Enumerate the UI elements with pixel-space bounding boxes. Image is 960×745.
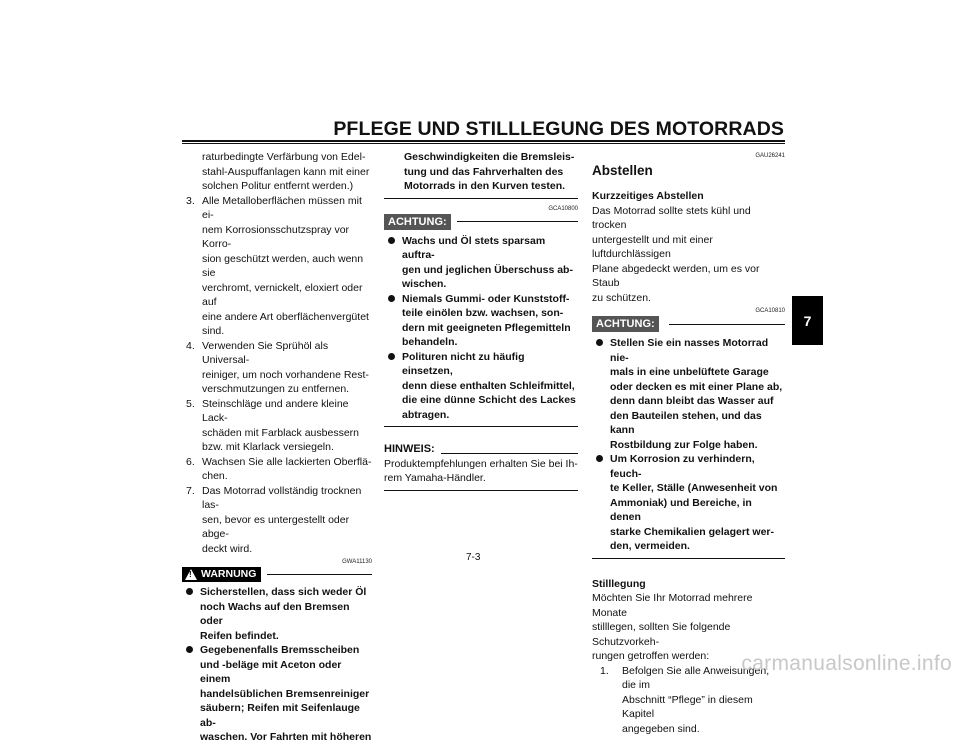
warning-bullet — [182, 643, 372, 745]
list-item — [182, 397, 372, 455]
text-line: Reifen befindet. — [200, 629, 279, 642]
warning-badge — [182, 567, 261, 582]
text-line: Sicherstellen, dass sich weder Öl — [200, 586, 367, 598]
text-line: solchen Politur entfernt werden.) — [202, 180, 354, 192]
continued-paragraph — [182, 150, 372, 194]
caution-badge: ACHTUNG: — [592, 316, 659, 332]
list-item — [182, 455, 372, 484]
bullet-icon — [596, 339, 603, 346]
header-rule — [182, 140, 785, 142]
warning-code: GWA11130 — [342, 559, 372, 565]
text-line: deckt wird. — [202, 542, 253, 555]
page-title: PFLEGE UND STILLLEGUNG DES MOTORRADS — [333, 118, 784, 140]
bullet-icon — [388, 237, 395, 244]
text-line: dern mit geeigneten Pflegemitteln — [402, 321, 571, 334]
warning-label: WARNUNG — [201, 568, 257, 580]
text-line: Abschnitt “Pflege” in diesem Kapitel — [622, 693, 753, 720]
text-line: schäden mit Farblack ausbessern — [202, 426, 359, 439]
text-line: handelsüblichen Bremsenreiniger — [200, 687, 370, 700]
subsection-title: Kurzzeitiges Abstellen — [592, 190, 704, 202]
warning-bullet — [182, 585, 372, 643]
column-3 — [592, 150, 785, 736]
text-line: Um Korrosion zu verhindern, feuch- — [610, 453, 755, 480]
text-line: reiniger, um noch vorhandene Rest- — [202, 368, 369, 381]
text-line: Verwenden Sie Sprühöl als Universal- — [202, 339, 329, 366]
note-rule — [441, 453, 578, 454]
text-line: rem Yamaha-Händler. — [384, 472, 486, 484]
text-line: denn diese enthalten Schleifmittel, — [402, 379, 575, 392]
text-line: Möchten Sie Ihr Motorrad mehrere Monate — [592, 592, 753, 619]
text-line: nem Korrosionsschutzspray vor Korro- — [202, 223, 350, 250]
text-line: Das Motorrad sollte stets kühl und trocken — [592, 204, 751, 231]
caution-rule — [669, 324, 785, 325]
warning-triangle-icon — [185, 569, 197, 580]
text-line: stahl-Auspuffanlagen kann mit einer — [202, 165, 370, 178]
watermark: carmanualsonline.info — [741, 652, 952, 675]
item-number: 7. — [186, 484, 195, 497]
text-line: verchromt, vernickelt, eloxiert oder auf — [202, 281, 363, 308]
warning-rule — [267, 574, 372, 575]
text-line: Wachsen Sie alle lackierten Oberflä- — [202, 455, 372, 468]
text-line: Motorrads in den Kurven testen. — [404, 180, 566, 192]
column-2 — [384, 150, 578, 491]
text-line: te Keller, Ställe (Anwesenheit von — [610, 482, 778, 494]
text-line: bzw. mit Klarlack versiegeln. — [202, 441, 334, 453]
caution-end-rule — [592, 558, 785, 559]
text-line: Das Motorrad vollständig trocknen las- — [202, 484, 362, 511]
item-number: 4. — [186, 339, 195, 352]
caution-bullet — [384, 234, 578, 292]
text-line: verschmutzungen zu entfernen. — [202, 383, 350, 395]
bullet-icon — [388, 295, 395, 302]
item-number: 3. — [186, 194, 195, 207]
text-line: und -beläge mit Aceton oder einem — [200, 658, 342, 685]
text-line: stilllegen, sollten Sie folgende Schutzvorkeh- — [592, 621, 731, 648]
item-number: 1. — [600, 664, 609, 677]
text-line: Gegebenenfalls Bremsscheiben — [200, 644, 360, 656]
chapter-tab: 7 — [792, 296, 823, 345]
text-line: sion geschützt werden, auch wenn sie — [202, 252, 364, 279]
text-line: waschen. Vor Fahrten mit höheren — [200, 731, 372, 743]
text-line: eine andere Art oberflächenvergütet — [202, 310, 369, 323]
bullet-icon — [388, 353, 395, 360]
column-1 — [182, 150, 372, 745]
caution-bullet — [592, 452, 785, 554]
text-line: oder decken es mit einer Plane ab, — [610, 380, 783, 393]
text-line: mals in eine unbelüftete Garage — [610, 366, 769, 378]
caution-badge: ACHTUNG: — [384, 214, 451, 230]
text-line: Rostbildung zur Folge haben. — [610, 438, 758, 451]
text-line: Ammoniak) und Bereiche, in denen — [610, 496, 752, 523]
text-line: raturbedingte Verfärbung von Edel- — [202, 151, 366, 163]
subsection-title: Stilllegung — [592, 577, 646, 590]
exclamation-mark: ! — [189, 570, 192, 579]
bullet-icon — [186, 588, 193, 595]
short-term-paragraph — [592, 204, 785, 306]
caution-code: GCA10810 — [755, 308, 785, 314]
text-line: Stellen Sie ein nasses Motorrad nie- — [610, 337, 769, 364]
section-code: GAU26241 — [755, 153, 785, 159]
text-line: Befolgen Sie alle Anweisungen, die im — [622, 664, 770, 691]
text-line: den Bauteilen stehen, und das kann — [610, 409, 762, 436]
warning-header — [182, 567, 372, 582]
text-line: noch Wachs auf den Bremsen oder — [200, 600, 350, 627]
text-line: tung und das Fahrverhalten des — [404, 165, 564, 178]
text-line: starke Chemikalien gelagert wer- — [610, 525, 774, 538]
text-line: Geschwindigkeiten die Bremsleis- — [404, 151, 575, 163]
list-item — [182, 194, 372, 339]
note-end-rule — [384, 490, 578, 491]
text-line: zu schützen. — [592, 291, 651, 304]
caution-code: GCA10800 — [548, 205, 578, 212]
caution-header — [384, 214, 578, 230]
text-line: denn dann bleibt das Wasser auf — [610, 395, 774, 407]
text-line: Plane abgedeckt werden, um es vor Staub — [592, 262, 760, 289]
item-number: 6. — [186, 455, 195, 468]
note-label: HINWEIS: — [384, 443, 435, 455]
text-line: gen und jeglichen Überschuss ab- — [402, 263, 573, 276]
note-header — [384, 442, 578, 457]
continued-warning — [384, 150, 578, 194]
text-line: Niemals Gummi- oder Kunststoff- — [402, 292, 570, 305]
item-number: 5. — [186, 397, 195, 410]
text-line: säubern; Reifen mit Seifenlauge ab- — [200, 702, 360, 729]
section-title: Abstellen — [592, 163, 653, 178]
list-item — [182, 484, 372, 557]
bullet-icon — [596, 455, 603, 462]
text-line: die eine dünne Schicht des Lackes — [402, 394, 576, 406]
caution-header — [592, 316, 785, 332]
text-line: behandeln. — [402, 336, 458, 348]
caution-rule — [457, 221, 578, 222]
text-line: Steinschläge und andere kleine Lack- — [202, 397, 349, 424]
text-line: angegeben sind. — [622, 722, 700, 735]
text-line: wischen. — [402, 278, 447, 290]
text-line: rungen getroffen werden: — [592, 650, 710, 662]
text-line: sind. — [202, 325, 225, 337]
note-text — [384, 457, 578, 486]
bullet-icon — [186, 646, 193, 653]
text-line: den, vermeiden. — [610, 540, 690, 552]
caution-bullet — [592, 336, 785, 452]
text-line: sen, bevor es untergestellt oder abge- — [202, 513, 350, 540]
text-line: untergestellt und mit einer luftdurchlässigen — [592, 233, 713, 260]
page-number: 7-3 — [466, 552, 481, 563]
text-line: Alle Metalloberflächen müssen mit ei- — [202, 194, 362, 221]
warning-end-rule — [384, 198, 578, 199]
text-line: Wachs und Öl stets sparsam auftra- — [402, 234, 546, 261]
text-line: chen. — [202, 470, 228, 482]
header-rule-thin — [182, 143, 785, 144]
text-line: Polituren nicht zu häufig einsetzen, — [402, 350, 525, 377]
text-line: abtragen. — [402, 408, 450, 421]
caution-end-rule — [384, 426, 578, 427]
text-line: teile einölen bzw. wachsen, son- — [402, 307, 564, 319]
list-item — [182, 339, 372, 397]
text-line: Produktempfehlungen erhalten Sie bei Ih- — [384, 457, 578, 470]
caution-bullet — [384, 292, 578, 350]
caution-bullet — [384, 350, 578, 423]
